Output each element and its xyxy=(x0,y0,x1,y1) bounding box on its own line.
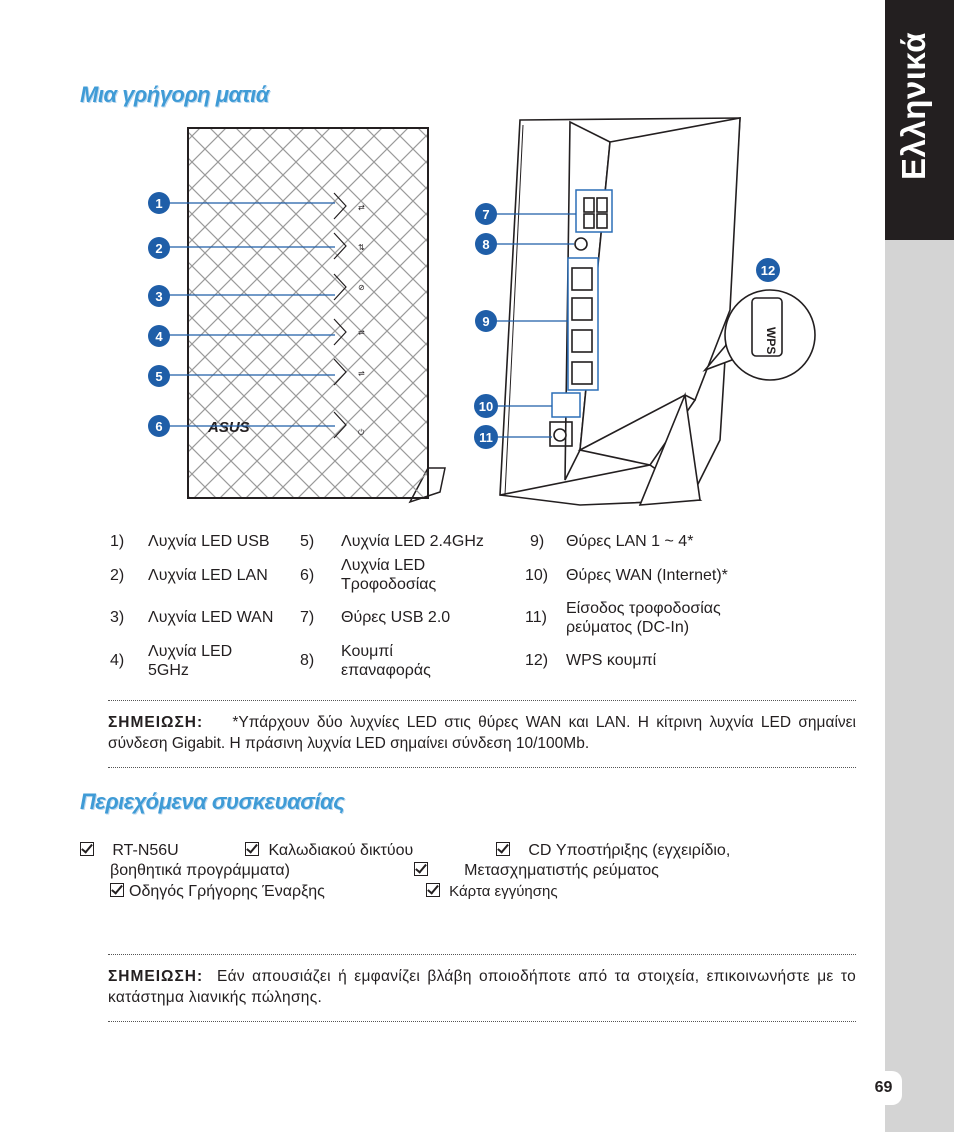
svg-text:8: 8 xyxy=(482,237,490,252)
legend-9: Θύρες LAN 1 ~ 4* xyxy=(566,533,694,550)
checkbox-icon xyxy=(245,842,259,856)
package-item-cd-cont: βοηθητικά προγράμματα) xyxy=(110,862,290,879)
package-item-router: RT-N56U xyxy=(80,842,179,860)
package-item-cable: Καλωδιακού δικτύου xyxy=(245,842,413,860)
svg-text:3: 3 xyxy=(155,289,163,304)
legend-12: WPS κουμπί xyxy=(566,652,657,669)
svg-text:6: 6 xyxy=(155,419,163,434)
svg-text:5: 5 xyxy=(155,369,163,384)
svg-text:9: 9 xyxy=(482,314,490,329)
svg-text:⏻: ⏻ xyxy=(358,428,365,437)
legend-7: Θύρες USB 2.0 xyxy=(341,609,451,626)
legend-10: Θύρες WAN (Internet)* xyxy=(566,567,728,584)
svg-text:7: 7 xyxy=(482,207,490,222)
legend-11: Είσοδος τροφοδοσίας ρεύματος (DC-In) xyxy=(566,600,721,636)
svg-text:12: 12 xyxy=(760,263,776,278)
divider xyxy=(108,954,856,955)
checkbox-icon xyxy=(496,842,510,856)
checkbox-icon xyxy=(414,862,428,876)
note-missing-items: ΣΗΜΕΙΩΣΗ: Εάν απουσιάζει ή εμφανίζει βλάβη οποιοδήποτε από τα στοιχεία, επικοινωνήστε με το κατάστημα λιανικής πώλησης. xyxy=(108,968,856,1006)
checkbox-icon xyxy=(110,883,124,897)
section-title-package: Περιεχόμενα συσκευασίας xyxy=(80,789,345,814)
wps-button-label: WPS xyxy=(764,327,778,355)
legend-5: Λυχνία LED 2.4GHz xyxy=(341,533,484,550)
svg-text:10: 10 xyxy=(478,399,494,414)
svg-text:⇄: ⇄ xyxy=(358,203,365,212)
package-item-guide: Οδηγός Γρήγορης Έναρξης xyxy=(110,883,325,901)
svg-text:2: 2 xyxy=(155,241,163,256)
page-number: 69 xyxy=(865,1071,902,1105)
checkbox-icon xyxy=(80,842,94,856)
divider xyxy=(108,700,856,701)
package-item-cd: CD Υποστήριξης (εγχειρίδιο, xyxy=(496,842,730,860)
router-illustration xyxy=(140,110,840,520)
asus-logo: ASUS xyxy=(208,419,250,436)
legend-1: Λυχνία LED USB xyxy=(148,533,270,550)
checkbox-icon xyxy=(426,883,440,897)
language-tab-label: Ελληνικά xyxy=(895,32,932,180)
router-back-view xyxy=(500,118,815,505)
svg-text:4: 4 xyxy=(155,329,163,344)
section-title-overview: Μια γρήγορη ματιά xyxy=(80,82,269,107)
package-item-warranty: Κάρτα εγγύησης xyxy=(426,883,558,900)
svg-text:⇌: ⇌ xyxy=(358,369,365,378)
router-front-view xyxy=(188,128,445,502)
legend-6: Λυχνία LED Τροφοδοσίας xyxy=(341,557,437,593)
svg-text:⇌: ⇌ xyxy=(358,328,365,337)
legend-8: Κουμπί επαναφοράς xyxy=(341,643,431,679)
legend-2: Λυχνία LED LAN xyxy=(148,567,268,584)
package-item-adapter: Μετασχηματιστής ρεύματος xyxy=(414,862,659,880)
svg-text:⇅: ⇅ xyxy=(358,243,365,252)
legend-4: Λυχνία LED 5GHz xyxy=(148,643,233,679)
note-leds: ΣΗΜΕΙΩΣΗ: *Υπάρχουν δύο λυχνίες LED στις θύρες WAN και LAN. Η κίτρινη λυχνία LED σημαίνει σύνδεση Gigabit. Η πράσινη λυχνία LED σημαίνει σύνδεση 10/100Mb. xyxy=(108,714,856,752)
svg-text:⊘: ⊘ xyxy=(358,283,365,292)
svg-text:11: 11 xyxy=(479,430,493,445)
divider xyxy=(108,767,856,768)
callout-badges-front xyxy=(148,192,170,437)
svg-text:1: 1 xyxy=(155,196,163,211)
legend-3: Λυχνία LED WAN xyxy=(148,609,274,626)
divider xyxy=(108,1021,856,1022)
